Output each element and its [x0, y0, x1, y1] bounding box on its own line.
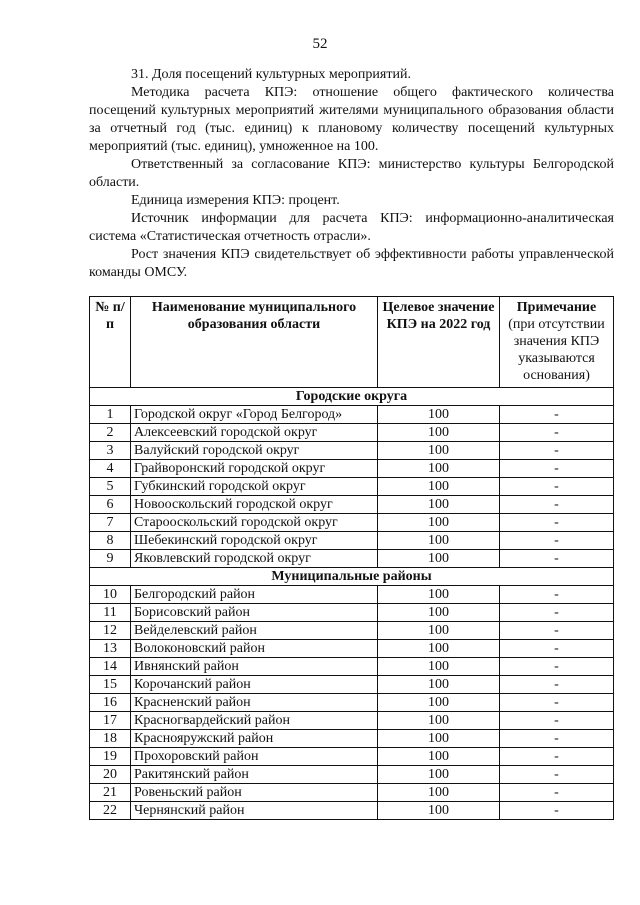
row-note: - [500, 784, 614, 802]
row-note: - [500, 802, 614, 820]
row-name: Ракитянский район [131, 766, 378, 784]
row-value: 100 [378, 604, 500, 622]
row-name: Белгородский район [131, 586, 378, 604]
row-note: - [500, 532, 614, 550]
row-note: - [500, 460, 614, 478]
row-number: 12 [90, 622, 131, 640]
row-number: 10 [90, 586, 131, 604]
table-row [90, 640, 614, 658]
row-number: 13 [90, 640, 131, 658]
indicator-title: 31. Доля посещений культурных мероприятий. [131, 67, 411, 82]
row-note: - [500, 712, 614, 730]
row-name: Волоконовский район [131, 640, 378, 658]
row-number: 17 [90, 712, 131, 730]
row-value: 100 [378, 478, 500, 496]
row-value: 100 [378, 514, 500, 532]
row-value: 100 [378, 802, 500, 820]
table-row [90, 622, 614, 640]
row-value: 100 [378, 784, 500, 802]
row-name: Новооскольский городской округ [131, 496, 378, 514]
row-name: Краснояружский район [131, 730, 378, 748]
row-value: 100 [378, 676, 500, 694]
row-number: 19 [90, 748, 131, 766]
row-name: Корочанский район [131, 676, 378, 694]
section-row [90, 568, 614, 586]
row-note: - [500, 694, 614, 712]
table-row [90, 496, 614, 514]
table-row [90, 478, 614, 496]
row-name: Валуйский городской округ [131, 442, 378, 460]
row-number: 4 [90, 460, 131, 478]
table-row [90, 442, 614, 460]
row-name: Ровеньский район [131, 784, 378, 802]
header-name: Наименование муниципального образования области [131, 297, 378, 388]
row-number: 3 [90, 442, 131, 460]
row-number: 2 [90, 424, 131, 442]
row-name: Алексеевский городской округ [131, 424, 378, 442]
table-row [90, 748, 614, 766]
row-note: - [500, 604, 614, 622]
table-row [90, 766, 614, 784]
row-note: - [500, 730, 614, 748]
row-note: - [500, 442, 614, 460]
row-number: 8 [90, 532, 131, 550]
row-note: - [500, 748, 614, 766]
row-value: 100 [378, 658, 500, 676]
row-value: 100 [378, 694, 500, 712]
row-name: Грайворонский городской округ [131, 460, 378, 478]
table-row [90, 604, 614, 622]
row-value: 100 [378, 766, 500, 784]
row-value: 100 [378, 730, 500, 748]
row-value: 100 [378, 496, 500, 514]
row-number: 15 [90, 676, 131, 694]
table-row [90, 550, 614, 568]
row-note: - [500, 766, 614, 784]
table-row [90, 730, 614, 748]
header-note [500, 297, 614, 388]
table-row [90, 424, 614, 442]
row-number: 16 [90, 694, 131, 712]
section-municipal-districts: Муниципальные районы [90, 568, 614, 586]
row-note: - [500, 496, 614, 514]
row-name: Яковлевский городской округ [131, 550, 378, 568]
source-paragraph: Источник информации для расчета КПЭ: информационно-аналитическая система «Статистическая отчетность отрасли». [89, 211, 614, 244]
row-name: Ивнянский район [131, 658, 378, 676]
growth-paragraph: Рост значения КПЭ свидетельствует об эффективности работы управленческой команды ОМСУ. [89, 247, 614, 280]
table-row [90, 784, 614, 802]
table-row [90, 406, 614, 424]
table-row [90, 586, 614, 604]
indicator-description [89, 66, 614, 282]
row-value: 100 [378, 550, 500, 568]
table-row [90, 460, 614, 478]
row-value: 100 [378, 532, 500, 550]
row-value: 100 [378, 442, 500, 460]
row-name: Губкинский городской округ [131, 478, 378, 496]
row-value: 100 [378, 712, 500, 730]
unit-paragraph: Единица измерения КПЭ: процент. [131, 193, 340, 208]
row-name: Вейделевский район [131, 622, 378, 640]
table-row [90, 658, 614, 676]
row-value: 100 [378, 586, 500, 604]
table-header-row [90, 297, 614, 388]
row-value: 100 [378, 640, 500, 658]
row-value: 100 [378, 748, 500, 766]
section-urban-districts: Городские округа [90, 388, 614, 406]
row-number: 18 [90, 730, 131, 748]
row-value: 100 [378, 460, 500, 478]
table-row [90, 694, 614, 712]
row-note: - [500, 478, 614, 496]
row-name: Красногвардейский район [131, 712, 378, 730]
row-note: - [500, 640, 614, 658]
row-name: Прохоровский район [131, 748, 378, 766]
row-note: - [500, 586, 614, 604]
table-row [90, 712, 614, 730]
row-note: - [500, 424, 614, 442]
table-row [90, 532, 614, 550]
row-value: 100 [378, 622, 500, 640]
page-number: 52 [312, 36, 328, 52]
row-number: 7 [90, 514, 131, 532]
responsible-paragraph: Ответственный за согласование КПЭ: министерство культуры Белгородской области. [89, 157, 614, 190]
row-number: 14 [90, 658, 131, 676]
header-value: Целевое значение КПЭ на 2022 год [378, 297, 500, 388]
row-name: Красненский район [131, 694, 378, 712]
row-value: 100 [378, 424, 500, 442]
row-note: - [500, 658, 614, 676]
row-name: Старооскольский городской округ [131, 514, 378, 532]
row-number: 1 [90, 406, 131, 424]
row-note: - [500, 622, 614, 640]
table-row [90, 676, 614, 694]
row-number: 9 [90, 550, 131, 568]
table-row [90, 802, 614, 820]
header-num: № п/п [90, 297, 131, 388]
method-paragraph: Методика расчета КПЭ: отношение общего фактического количества посещений культурных мероприятий жителями муниципального образования области за отчетный год (тыс. единиц) к плановому количеству посещений культурных мероприятий (тыс. единиц), умноженное на 100. [89, 85, 614, 154]
table-row [90, 514, 614, 532]
header-note-title: Примечание [516, 300, 597, 315]
row-number: 20 [90, 766, 131, 784]
row-number: 22 [90, 802, 131, 820]
kpe-table [89, 296, 614, 820]
row-note: - [500, 676, 614, 694]
row-note: - [500, 550, 614, 568]
header-note-sub: (при отсутствии значения КПЭ указываются основания) [508, 317, 605, 383]
row-value: 100 [378, 406, 500, 424]
row-name: Борисовский район [131, 604, 378, 622]
row-name: Чернянский район [131, 802, 378, 820]
row-number: 11 [90, 604, 131, 622]
row-number: 5 [90, 478, 131, 496]
row-name: Городской округ «Город Белгород» [131, 406, 378, 424]
row-note: - [500, 514, 614, 532]
section-row [90, 388, 614, 406]
row-name: Шебекинский городской округ [131, 532, 378, 550]
row-number: 6 [90, 496, 131, 514]
row-note: - [500, 406, 614, 424]
row-number: 21 [90, 784, 131, 802]
